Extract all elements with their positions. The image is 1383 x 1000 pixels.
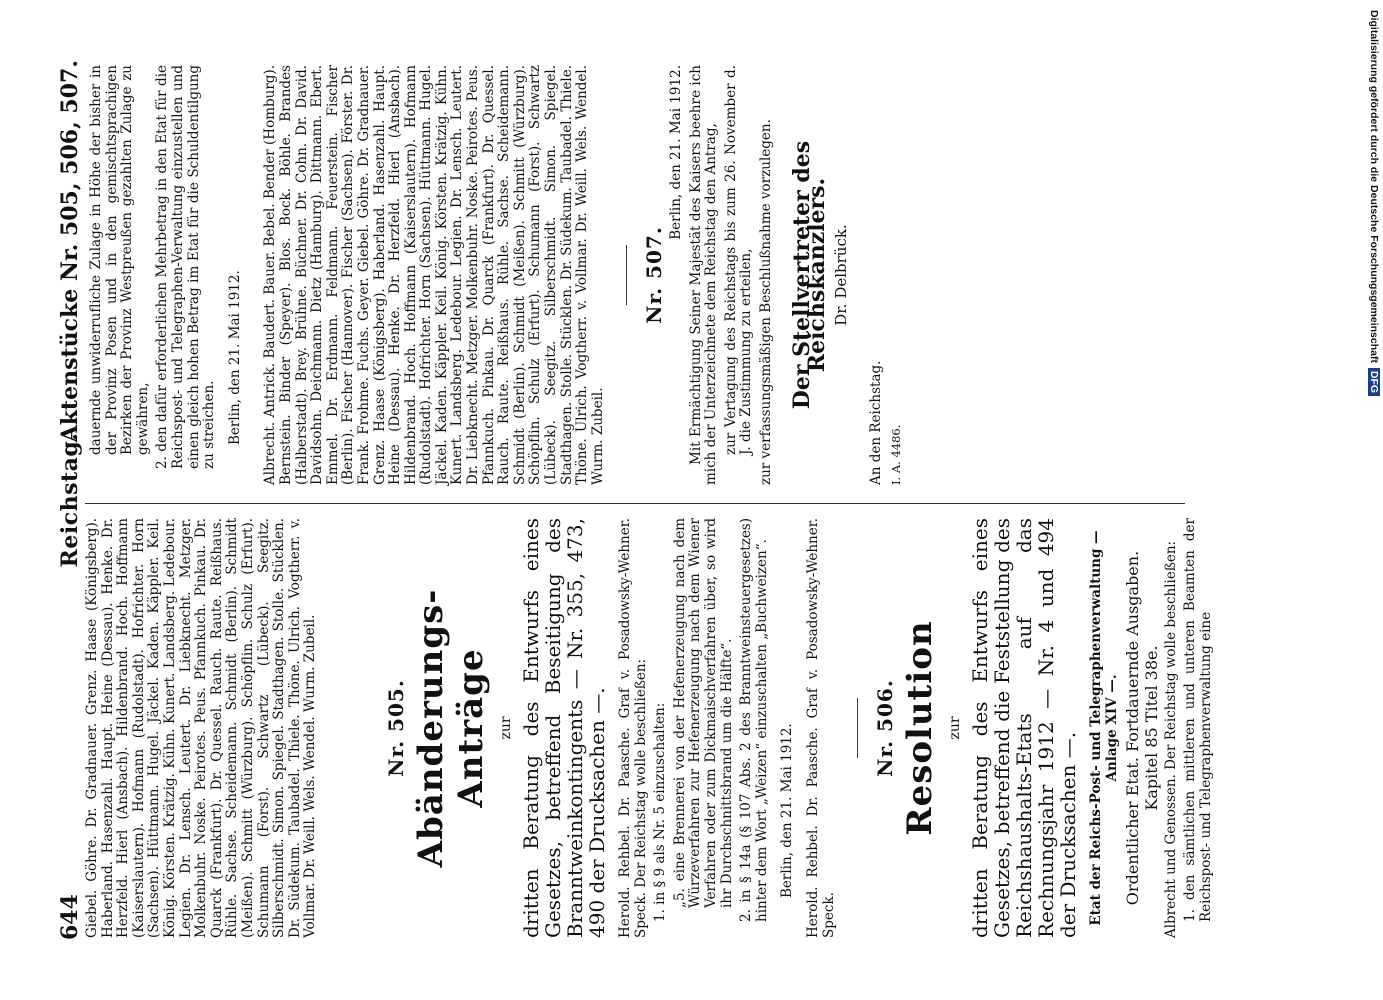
nr505-item-1: 1. in § 9 als Nr. 5 einzuschalten: xyxy=(652,702,669,922)
page-title: Reichstag. xyxy=(57,432,83,568)
column-rule xyxy=(85,503,1185,504)
page-number: 644 xyxy=(57,894,83,940)
nr505-heading: Nr. 505. xyxy=(383,679,408,777)
zur-label: zur xyxy=(946,716,963,740)
nr506-item-1: 1. den sämtlichen mittleren und unteren Beamten der Reichspost- und Telegraphenverwaltung eine xyxy=(1182,518,1214,922)
nr506-item-1-continued: dauernde unwiderrufliche Zulage in Höhe der bisher in der Provinz Posen und in den gemischtsprachigen Bezirken der Provinz Westpreußen gezahlten Zulage zu gewähren, xyxy=(88,65,151,455)
nr505-item-2: 2. in § 14a (§ 107 Abs. 2 des Branntweinsteuergesetzes) hinter dem Wort „Weizen“ einzuschalten „Buchweizen“. xyxy=(738,518,770,922)
nr505-title: Abänderungs-Anträge xyxy=(410,588,491,868)
left-column xyxy=(85,518,1219,938)
document-numbers: Aktenstücke Nr. 505, 506, 507. xyxy=(57,60,83,443)
reference-number: I. A. 4486. xyxy=(888,424,903,485)
etat-title: Etat der Reichs-Post- und Telegraphenverwaltung — Anlage XIV —. xyxy=(1088,530,1120,926)
credit-text: Digitalisierung gefördert durch die Deutsche Forschungsgemeinschaft xyxy=(1368,10,1380,363)
dfg-logo-badge: DFG xyxy=(1368,368,1380,396)
nr505-item-1-text: „5. eine Brennerei von der Hefenerzeugung nach dem Würzeverfahren zur Hefenerzeugung nach dem Wiener Verfahren oder zum Dickmaischverfahren über, so wird ihr Durchschnittsbrand um die Hälfte“. xyxy=(671,518,735,908)
running-head xyxy=(57,60,87,940)
digitization-credit xyxy=(1358,10,1380,1000)
signature-name: Dr. Delbrück. xyxy=(831,224,850,326)
signatory-list: Albrecht. Antrick. Baudert. Bauer. Bebel. Bender (Homburg). Bernstein. Binder (Speyer). Blos. Bock. Böhle. Brandes (Halberstadt). Brey. Brühne. Büchner. Dr. Cohn. Dr. David. Davidsohn. Deichmann. Dietz (Hamburg). Dittmann. Ebert. Emmel. Dr. Erdmann. Feldmann. Feuerstein. Fischer (Berlin). Fischer (Hannover). Fischer (Sachsen). Förster. Dr. Frank. Frohme. Fuchs. Geyer. Giebel. Göhre. Dr. Gradnauer. Grenz. Haase (Königsberg). Haberland. Hasenzahl. Haupt. Heine (Dessau). Henke. Dr. Herzfeld. Hierl (Ansbach). Hildenbrand. Hoch. Hoffmann (Kaiserslautern). Hofmann (Rudolstadt). Hofrichter. Horn (Sachsen). Hüttmann. Hugel. Jäckel. Kaden. Käppler. Keil. König. Körsten. Krätzig. Kühn. Kunert. Landsberg. Ledebour. Legien. Dr. Lensch. Leutert. Dr. Liebknecht. Metzger. Molkenbuhr. Noske. Peirotes. Peus. Pfannkuch. Pinkau. Dr. Quarck (Frankfurt). Dr. Quessel. Rauch. Raute. Reißhaus. Rühle. Sachse. Scheidemann. Schmidt (Berlin). Schmidt (Meißen). Schmitt (Würzburg). Schöpflin. Schulz (Erfurt). Schumann (Forst). Schwartz (Lübeck). Seegitz. Silberschmidt. Simon. Spiegel. Stadthagen. Stolle. Stücklen. Dr. Südekum. Taubadel. Thiele. Thöne. Ulrich. Vogtherr. v. Vollmar. Dr. Weill. Wels. Wendel. Wurm. Zubeil. xyxy=(262,65,606,485)
zur-label: zur xyxy=(497,716,514,740)
nr507-text: Mit Ermächtigung Seiner Majestät des Kaisers beehre ich mich der Unterzeichnete dem Reichstag den Antrag, xyxy=(687,65,720,485)
signatory-list: Giebel. Göhre. Dr. Gradnauer. Grenz. Haase (Königsberg). Haberland. Hasenzahl. Haupt. Heine (Dessau). Henke. Dr. Herzfeld. Hierl (Ansbach). Hildenbrand. Hoch. Hoffmann (Kaiserslautern). Hofmann (Rudolstadt). Hofrichter. Horn (Sachsen). Hüttmann. Hugel. Jäckel. Kaden. Käppler. Keil. König. Körsten. Krätzig. Kühn. Kunert. Landsberg. Ledebour. Legien. Dr. Lensch. Leutert. Dr. Liebknecht. Metzger. Molkenbuhr. Noske. Peirotes. Peus. Pfannkuch. Pinkau. Dr. Quarck (Frankfurt). Dr. Quessel. Rauch. Raute. Reißhaus. Rühle. Sachse. Scheidemann. Schmidt (Berlin). Schmidt (Meißen). Schmitt (Würzburg). Schöpflin. Schulz (Erfurt). Schumann (Forst). Schwartz (Lübeck). Seegitz. Silberschmidt. Simon. Spiegel. Stadthagen. Stolle. Stücklen. Dr. Südekum. Taubadel. Thiele. Thöne. Ulrich. Vogtherr. v. Vollmar. Dr. Weill. Wels. Wendel. Wurm. Zubeil. xyxy=(84,518,319,938)
nr507-date: Berlin, den 21. Mai 1912. xyxy=(668,65,684,240)
right-column xyxy=(85,65,909,485)
separator-rule xyxy=(857,698,858,758)
nr505-date: Berlin, den 21. Mai 1912. xyxy=(779,723,796,898)
separator-rule xyxy=(626,245,627,305)
nr506-heading: Nr. 506. xyxy=(873,679,898,777)
nr507-motion: zur Vertagung des Reichstags bis zum 26. November d. J. die Zustimmung zu erteilen, xyxy=(722,65,755,455)
nr505-signers: Herold. Rehbel. Dr. Paasche. Graf v. Posadowsky-Wehner. Speck. xyxy=(805,518,837,938)
nr506-title: Resolution xyxy=(899,620,940,836)
nr507-heading: Nr. 507. xyxy=(642,226,667,324)
nr506-item-2: 2. den dafür erforderlichen Mehrbetrag in den Etat für die Reichspost- und Telegraphen-Verwaltung einzustellen und einen gleich hohen Betrag im Etat für die Schuldentilgung zu streichen. xyxy=(154,65,218,469)
nr506-movers: Albrecht und Genossen. Der Reichstag wolle beschließen: xyxy=(1162,540,1179,938)
etat-subtitle: Ordentlicher Etat. Fortdauernde Ausgaben. xyxy=(1122,550,1142,906)
addressee: An den Reichstag. xyxy=(868,360,885,485)
nr505-movers: Herold. Rehbel. Dr. Paasche. Graf v. Posadowsky-Wehner. Speck. Der Reichstag wolle beschließen: xyxy=(617,518,649,938)
nr506-lead: dritten Beratung des Entwurfs eines Gesetzes, betreffend die Feststellung des Reichshaushalts-Etats auf das Rechnungsjahr 1912 — Nr. 4 und 494 der Drucksachen —. xyxy=(968,518,1081,938)
etat-chapter: Kapitel 85 Titel 38e. xyxy=(1142,645,1162,811)
signature-title: Der Stellvertreter des Reichskanzlers. xyxy=(788,140,831,410)
nr507-closing: zur verfassungsmäßigen Beschlußnahme vorzulegen. xyxy=(757,119,774,485)
nr506-date: Berlin, den 21. Mai 1912. xyxy=(226,270,243,445)
nr505-lead: dritten Beratung des Entwurfs eines Gesetzes, betreffend Beseitigung des Branntweinkontingents — Nr. 355, 473, 490 der Drucksachen —. xyxy=(519,518,610,938)
